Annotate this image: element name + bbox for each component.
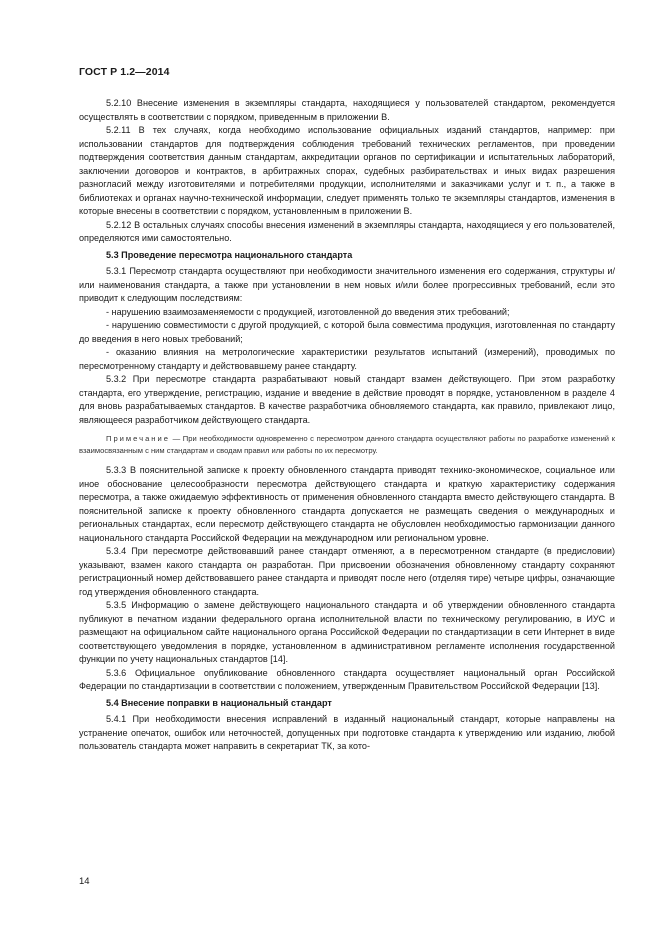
list-item: - оказанию влияния на метрологические характеристики результатов испытаний (измерений), проводимых по пересмотренному стандарту и действовавшему ранее стандарту. [79, 347, 615, 371]
note-text: — При необходимости одновременно с пересмотром данного стандарта осуществляют работы по разработке изменений к взаимосвязанным с ним стандартам и сводам правил или работы по их пересмотру. [79, 434, 615, 455]
document-header: ГОСТ Р 1.2—2014 [79, 66, 170, 78]
page-number: 14 [79, 876, 90, 887]
clause-5-3-6: 5.3.6 Официальное опубликование обновленного стандарта осуществляет национальный орган Российской Федерации по стандартизации в соответствии с положением, утвержденным Правительством Российской Федерации [13]. [79, 667, 615, 691]
clause-5-3-4: 5.3.4 При пересмотре действовавший ранее стандарт отменяют, а в пересмотренном стандарте (в предисловии) указывают, взамен какого стандарта он разработан. При присвоении обозначения обновленному стандарту сохраняют регистрационный номер действовавшего ранее стандарта и приводят после него (отделяя тире) четыре цифры, означающие год утверждения обновленного стандарта. [79, 546, 615, 597]
section-heading-5-3: 5.3 Проведение пересмотра национального стандарта [106, 249, 353, 260]
clause-5-2-10: 5.2.10 Внесение изменения в экземпляры стандарта, находящиеся у пользователей стандартом, рекомендуется осуществлять в соответствии с порядком, приведенным в приложении В. [79, 98, 615, 122]
document-body [79, 97, 615, 754]
clause-5-2-11: 5.2.11 В тех случаях, когда необходимо использование официальных изданий стандартов, например: при использовании стандартов для подтверждения соблюдения требований технических регламентов, при проведении подтверждения соответствия данным стандартам, аккредитации органов по сертификации и испытательных лабораторий, заключении договоров и контрактов, в арбитражных спорах, судебных разбирательствах и иных видах разрешения разногласий между изготовителями и потребителями продукции, исполнителями и заказчиками услуг и т. п., а также в библиотеках и органах научно-технической информации, следует применять только те экземпляры стандартов, изменения в которые внесены в соответствии с порядком, установленным в приложении В. [79, 125, 615, 216]
note-label: Примечание [106, 434, 170, 443]
clause-5-3-2: 5.3.2 При пересмотре стандарта разрабатывают новый стандарт взамен действующего. При этом разработку стандарта, его утверждение, регистрацию, издание и введение в действие проводят в порядке, установленном в разделе 4 для вновь разрабатываемых стандартов. В качестве разработчика обновляемого стандарта, как правило, привлекают лицо, являющееся разработчиком действующего стандарта. [79, 374, 615, 425]
clause-5-2-12: 5.2.12 В остальных случаях способы внесения изменений в экземпляры стандарта, находящиеся у его пользователей, определяются ими самостоятельно. [79, 219, 615, 243]
list-item: - нарушению взаимозаменяемости с продукцией, изготовленной до введения этих требований; [106, 306, 510, 317]
clause-5-3-1: 5.3.1 Пересмотр стандарта осуществляют при необходимости значительного изменения его содержания, структуры и/или наименования стандарта, а также при установлении в нем новых и/или более прогрессивных требований, если это приводит к следующим последствиям: [79, 266, 615, 303]
clause-5-3-3: 5.3.3 В пояснительной записке к проекту обновленного стандарта приводят технико-экономическое, социальное или иное обоснование целесообразности пересмотра действующего стандарта и краткую характеристику содержания пересмотра, а также ожидаемую эффективность от применения обновленного стандарта вместо действующего стандарта. В пояснительной записке к проекту обновленного стандарта допускается не размещать сведения о международных и региональных стандартах, если пересмотр действующего стандарта не обусловлен необходимостью гармонизации данного национального стандарта Российской Федерации на международном или региональном уровне. [79, 465, 615, 543]
clause-5-4-1: 5.4.1 При необходимости внесения исправлений в изданный национальный стандарт, которые направлены на устранение опечаток, ошибок или неточностей, допущенных при подготовке стандарта к утверждению или изданию, любой пользователь стандарта может направить в секретариат ТК, за кото- [79, 714, 615, 751]
note [79, 433, 615, 456]
list-item: - нарушению совместимости с другой продукцией, с которой была совместима продукция, изготовленная по стандарту до введения в него новых требований; [79, 320, 615, 344]
section-heading-5-4: 5.4 Внесение поправки в национальный стандарт [106, 697, 332, 708]
clause-5-3-5: 5.3.5 Информацию о замене действующего национального стандарта и об утверждении обновленного стандарта публикуют в печатном издании федерального органа исполнительной власти по техническому регулированию, в ИУС и размещают на официальном сайте национального органа Российской Федерации по стандартизации в сети Интернет в виде соответствующего уведомления в порядке, установленном в административном регламенте исполнения государственной функции по учету национальных стандартов [14]. [79, 600, 615, 664]
